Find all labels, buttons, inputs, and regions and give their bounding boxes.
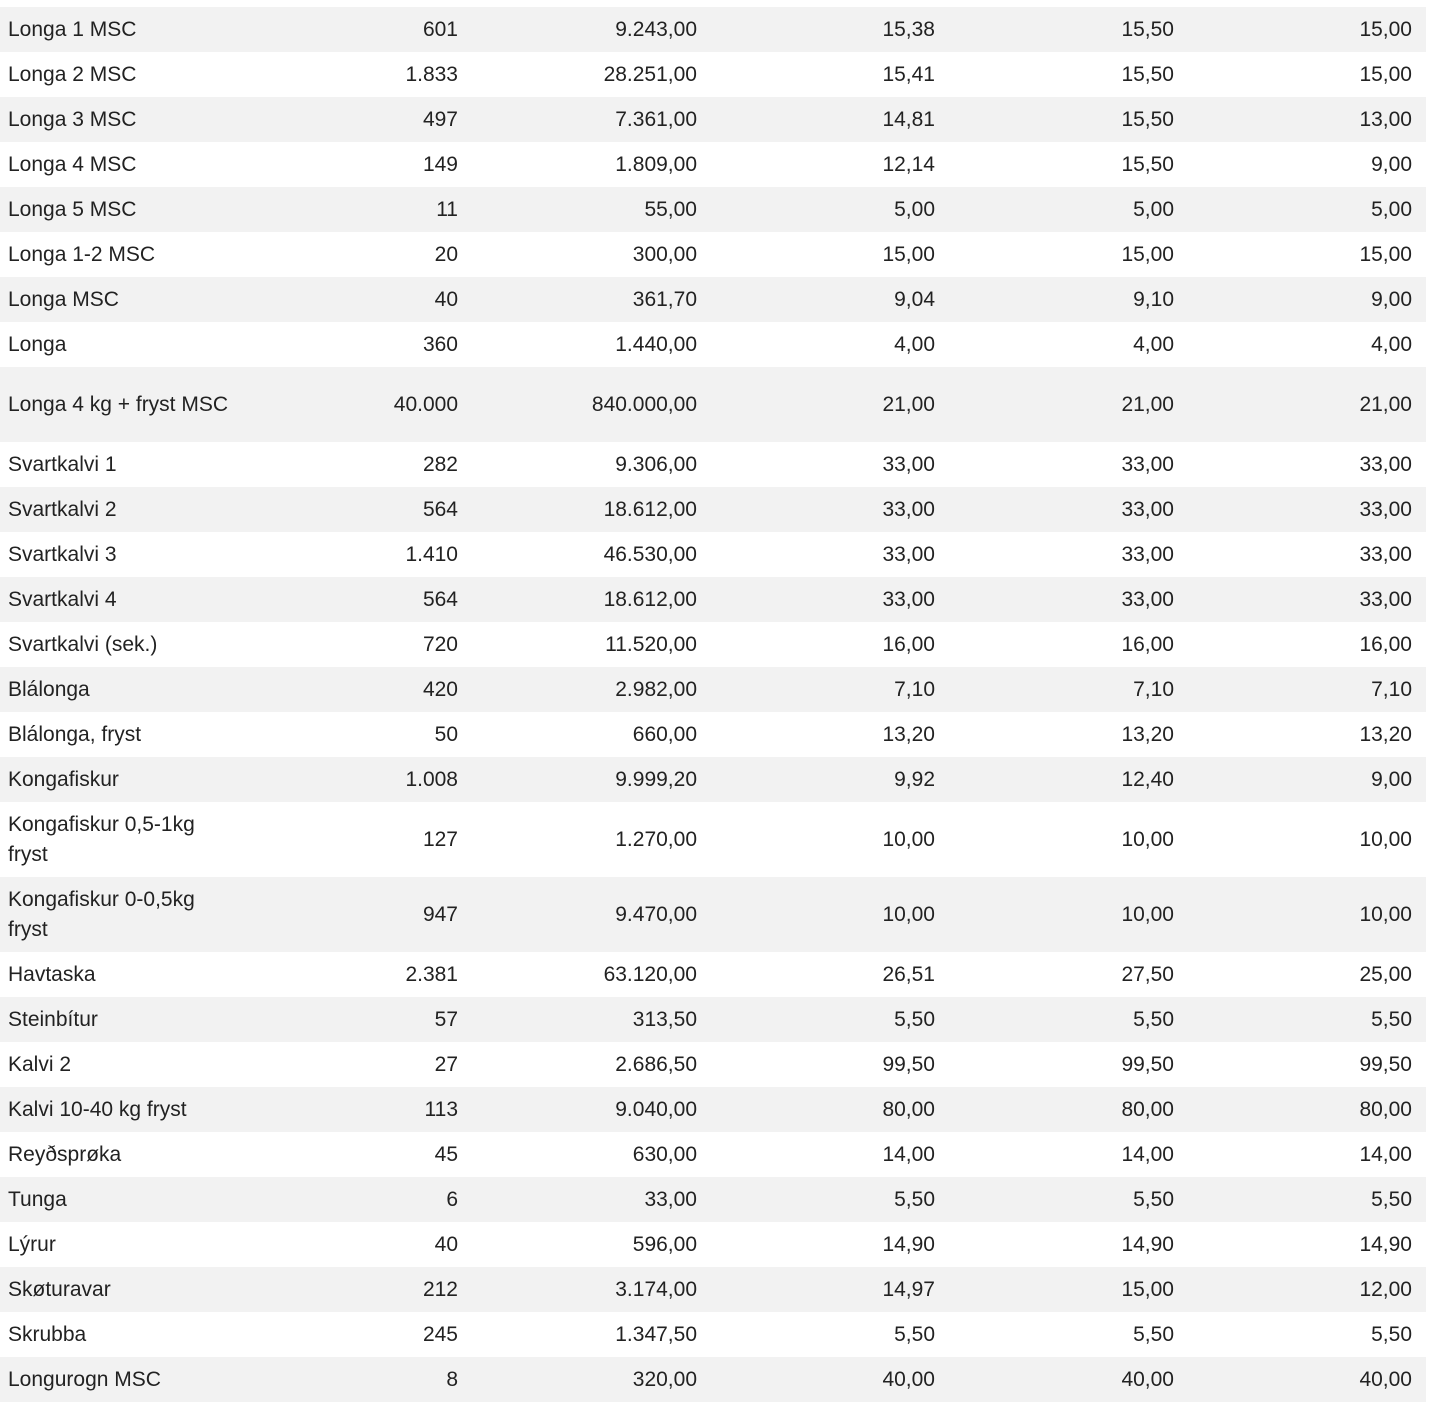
cell-highest: 15,50 — [949, 7, 1188, 52]
cell-quantity: 127 — [233, 802, 472, 877]
cell-average: 21,00 — [711, 367, 949, 442]
table-row — [0, 277, 1426, 322]
cell-average: 9,04 — [711, 277, 949, 322]
cell-total: 11.520,00 — [472, 622, 711, 667]
cell-lowest: 33,00 — [1188, 532, 1426, 577]
cell-highest: 33,00 — [949, 577, 1188, 622]
cell-highest: 10,00 — [949, 802, 1188, 877]
cell-lowest: 25,00 — [1188, 952, 1426, 997]
cell-highest: 40,00 — [949, 1357, 1188, 1402]
cell-quantity: 40 — [233, 277, 472, 322]
cell-average: 12,14 — [711, 142, 949, 187]
cell-total: 46.530,00 — [472, 532, 711, 577]
cell-highest: 33,00 — [949, 532, 1188, 577]
table-row — [0, 1087, 1426, 1132]
cell-total: 313,50 — [472, 997, 711, 1042]
table-row — [0, 952, 1426, 997]
table-row — [0, 1222, 1426, 1267]
cell-species: Blálonga, fryst — [0, 712, 233, 757]
cell-quantity: 45 — [233, 1132, 472, 1177]
cell-quantity: 245 — [233, 1312, 472, 1357]
cell-average: 14,00 — [711, 1132, 949, 1177]
cell-lowest: 9,00 — [1188, 142, 1426, 187]
table-row — [0, 1267, 1426, 1312]
table-row — [0, 442, 1426, 487]
cell-total: 361,70 — [472, 277, 711, 322]
price-table-body — [0, 7, 1426, 1402]
cell-highest: 21,00 — [949, 367, 1188, 442]
cell-average: 33,00 — [711, 577, 949, 622]
cell-highest: 5,50 — [949, 1312, 1188, 1357]
cell-highest: 27,50 — [949, 952, 1188, 997]
cell-quantity: 212 — [233, 1267, 472, 1312]
cell-highest: 12,40 — [949, 757, 1188, 802]
cell-total: 1.440,00 — [472, 322, 711, 367]
cell-species: Longa 1 MSC — [0, 7, 233, 52]
cell-quantity: 2.381 — [233, 952, 472, 997]
table-row — [0, 187, 1426, 232]
table-row — [0, 667, 1426, 712]
cell-lowest: 21,00 — [1188, 367, 1426, 442]
table-row — [0, 1042, 1426, 1087]
cell-total: 1.270,00 — [472, 802, 711, 877]
cell-total: 3.174,00 — [472, 1267, 711, 1312]
cell-highest: 15,00 — [949, 232, 1188, 277]
table-row — [0, 577, 1426, 622]
table-row — [0, 1312, 1426, 1357]
cell-species: Kalvi 10-40 kg fryst — [0, 1087, 233, 1132]
cell-quantity: 360 — [233, 322, 472, 367]
table-row — [0, 97, 1426, 142]
cell-species: Longurogn MSC — [0, 1357, 233, 1402]
cell-quantity: 1.410 — [233, 532, 472, 577]
cell-total: 28.251,00 — [472, 52, 711, 97]
table-row — [0, 52, 1426, 97]
cell-average: 14,81 — [711, 97, 949, 142]
cell-lowest: 5,50 — [1188, 1312, 1426, 1357]
cell-total: 9.306,00 — [472, 442, 711, 487]
cell-quantity: 50 — [233, 712, 472, 757]
cell-lowest: 12,00 — [1188, 1267, 1426, 1312]
cell-species: Svartkalvi (sek.) — [0, 622, 233, 667]
cell-quantity: 1.008 — [233, 757, 472, 802]
cell-average: 15,00 — [711, 232, 949, 277]
cell-total: 2.686,50 — [472, 1042, 711, 1087]
table-row — [0, 1357, 1426, 1402]
table-row — [0, 532, 1426, 577]
cell-total: 33,00 — [472, 1177, 711, 1222]
cell-highest: 33,00 — [949, 487, 1188, 532]
cell-species: Lýrur — [0, 1222, 233, 1267]
cell-species: Svartkalvi 1 — [0, 442, 233, 487]
cell-quantity: 27 — [233, 1042, 472, 1087]
cell-lowest: 5,50 — [1188, 1177, 1426, 1222]
cell-average: 13,20 — [711, 712, 949, 757]
cell-average: 5,00 — [711, 187, 949, 232]
cell-total: 9.040,00 — [472, 1087, 711, 1132]
cell-lowest: 13,20 — [1188, 712, 1426, 757]
cell-highest: 5,50 — [949, 997, 1188, 1042]
cell-total: 9.999,20 — [472, 757, 711, 802]
cell-total: 9.470,00 — [472, 877, 711, 952]
cell-highest: 14,90 — [949, 1222, 1188, 1267]
cell-species: Longa MSC — [0, 277, 233, 322]
cell-lowest: 5,50 — [1188, 997, 1426, 1042]
cell-species: Tunga — [0, 1177, 233, 1222]
table-row — [0, 1177, 1426, 1222]
cell-average: 33,00 — [711, 442, 949, 487]
table-row — [0, 877, 1426, 952]
cell-average: 5,50 — [711, 1312, 949, 1357]
cell-quantity: 6 — [233, 1177, 472, 1222]
cell-quantity: 20 — [233, 232, 472, 277]
cell-species: Kalvi 2 — [0, 1042, 233, 1087]
cell-highest: 5,50 — [949, 1177, 1188, 1222]
cell-species: Longa 1-2 MSC — [0, 232, 233, 277]
table-row — [0, 7, 1426, 52]
cell-lowest: 80,00 — [1188, 1087, 1426, 1132]
cell-average: 15,38 — [711, 7, 949, 52]
cell-highest: 9,10 — [949, 277, 1188, 322]
cell-lowest: 9,00 — [1188, 757, 1426, 802]
cell-lowest: 33,00 — [1188, 487, 1426, 532]
cell-quantity: 564 — [233, 577, 472, 622]
cell-lowest: 33,00 — [1188, 442, 1426, 487]
cell-species: Longa 4 kg + fryst MSC — [0, 367, 233, 442]
table-row — [0, 997, 1426, 1042]
cell-average: 33,00 — [711, 532, 949, 577]
cell-average: 99,50 — [711, 1042, 949, 1087]
cell-lowest: 9,00 — [1188, 277, 1426, 322]
cell-species: Kongafiskur — [0, 757, 233, 802]
cell-average: 15,41 — [711, 52, 949, 97]
cell-quantity: 282 — [233, 442, 472, 487]
cell-quantity: 420 — [233, 667, 472, 712]
cell-quantity: 947 — [233, 877, 472, 952]
cell-quantity: 40 — [233, 1222, 472, 1267]
cell-quantity: 113 — [233, 1087, 472, 1132]
cell-highest: 13,20 — [949, 712, 1188, 757]
cell-quantity: 40.000 — [233, 367, 472, 442]
cell-total: 660,00 — [472, 712, 711, 757]
cell-quantity: 497 — [233, 97, 472, 142]
cell-species: Svartkalvi 3 — [0, 532, 233, 577]
cell-total: 596,00 — [472, 1222, 711, 1267]
cell-average: 14,97 — [711, 1267, 949, 1312]
cell-species: Kongafiskur 0-0,5kg fryst — [0, 877, 233, 952]
cell-species: Reyðsprøka — [0, 1132, 233, 1177]
cell-lowest: 14,90 — [1188, 1222, 1426, 1267]
cell-highest: 10,00 — [949, 877, 1188, 952]
cell-average: 14,90 — [711, 1222, 949, 1267]
cell-average: 16,00 — [711, 622, 949, 667]
table-row — [0, 142, 1426, 187]
cell-average: 10,00 — [711, 802, 949, 877]
cell-quantity: 11 — [233, 187, 472, 232]
cell-highest: 14,00 — [949, 1132, 1188, 1177]
cell-species: Blálonga — [0, 667, 233, 712]
cell-total: 300,00 — [472, 232, 711, 277]
cell-species: Skrubba — [0, 1312, 233, 1357]
cell-average: 5,50 — [711, 1177, 949, 1222]
cell-species: Longa 2 MSC — [0, 52, 233, 97]
cell-total: 630,00 — [472, 1132, 711, 1177]
table-row — [0, 232, 1426, 277]
table-row — [0, 712, 1426, 757]
cell-lowest: 10,00 — [1188, 802, 1426, 877]
cell-quantity: 57 — [233, 997, 472, 1042]
cell-lowest: 10,00 — [1188, 877, 1426, 952]
cell-average: 33,00 — [711, 487, 949, 532]
cell-total: 63.120,00 — [472, 952, 711, 997]
cell-quantity: 149 — [233, 142, 472, 187]
cell-highest: 5,00 — [949, 187, 1188, 232]
cell-average: 7,10 — [711, 667, 949, 712]
cell-highest: 15,50 — [949, 52, 1188, 97]
cell-species: Skøturavar — [0, 1267, 233, 1312]
table-row — [0, 1132, 1426, 1177]
cell-lowest: 5,00 — [1188, 187, 1426, 232]
cell-total: 9.243,00 — [472, 7, 711, 52]
cell-lowest: 15,00 — [1188, 52, 1426, 97]
table-row — [0, 322, 1426, 367]
cell-total: 18.612,00 — [472, 577, 711, 622]
cell-lowest: 15,00 — [1188, 232, 1426, 277]
cell-total: 320,00 — [472, 1357, 711, 1402]
cell-highest: 7,10 — [949, 667, 1188, 712]
cell-species: Longa 4 MSC — [0, 142, 233, 187]
cell-highest: 4,00 — [949, 322, 1188, 367]
cell-species: Havtaska — [0, 952, 233, 997]
cell-average: 10,00 — [711, 877, 949, 952]
cell-quantity: 601 — [233, 7, 472, 52]
cell-species: Longa — [0, 322, 233, 367]
cell-average: 5,50 — [711, 997, 949, 1042]
cell-average: 4,00 — [711, 322, 949, 367]
cell-species: Kongafiskur 0,5-1kg fryst — [0, 802, 233, 877]
cell-lowest: 14,00 — [1188, 1132, 1426, 1177]
cell-quantity: 1.833 — [233, 52, 472, 97]
table-row — [0, 487, 1426, 532]
price-table — [0, 7, 1426, 1402]
table-row — [0, 367, 1426, 442]
cell-lowest: 7,10 — [1188, 667, 1426, 712]
cell-quantity: 720 — [233, 622, 472, 667]
cell-quantity: 564 — [233, 487, 472, 532]
table-row — [0, 757, 1426, 802]
cell-highest: 15,00 — [949, 1267, 1188, 1312]
cell-highest: 80,00 — [949, 1087, 1188, 1132]
cell-lowest: 15,00 — [1188, 7, 1426, 52]
cell-highest: 33,00 — [949, 442, 1188, 487]
cell-average: 26,51 — [711, 952, 949, 997]
cell-total: 1.347,50 — [472, 1312, 711, 1357]
table-row — [0, 622, 1426, 667]
cell-total: 1.809,00 — [472, 142, 711, 187]
cell-species: Steinbítur — [0, 997, 233, 1042]
cell-lowest: 16,00 — [1188, 622, 1426, 667]
cell-total: 7.361,00 — [472, 97, 711, 142]
cell-species: Svartkalvi 2 — [0, 487, 233, 532]
cell-total: 18.612,00 — [472, 487, 711, 532]
cell-total: 2.982,00 — [472, 667, 711, 712]
cell-species: Longa 3 MSC — [0, 97, 233, 142]
cell-total: 55,00 — [472, 187, 711, 232]
cell-highest: 99,50 — [949, 1042, 1188, 1087]
cell-lowest: 13,00 — [1188, 97, 1426, 142]
cell-species: Longa 5 MSC — [0, 187, 233, 232]
cell-average: 9,92 — [711, 757, 949, 802]
cell-quantity: 8 — [233, 1357, 472, 1402]
cell-average: 40,00 — [711, 1357, 949, 1402]
cell-species: Svartkalvi 4 — [0, 577, 233, 622]
cell-lowest: 40,00 — [1188, 1357, 1426, 1402]
cell-lowest: 33,00 — [1188, 577, 1426, 622]
cell-lowest: 4,00 — [1188, 322, 1426, 367]
cell-highest: 16,00 — [949, 622, 1188, 667]
cell-highest: 15,50 — [949, 97, 1188, 142]
cell-highest: 15,50 — [949, 142, 1188, 187]
cell-lowest: 99,50 — [1188, 1042, 1426, 1087]
cell-total: 840.000,00 — [472, 367, 711, 442]
table-row — [0, 802, 1426, 877]
cell-average: 80,00 — [711, 1087, 949, 1132]
